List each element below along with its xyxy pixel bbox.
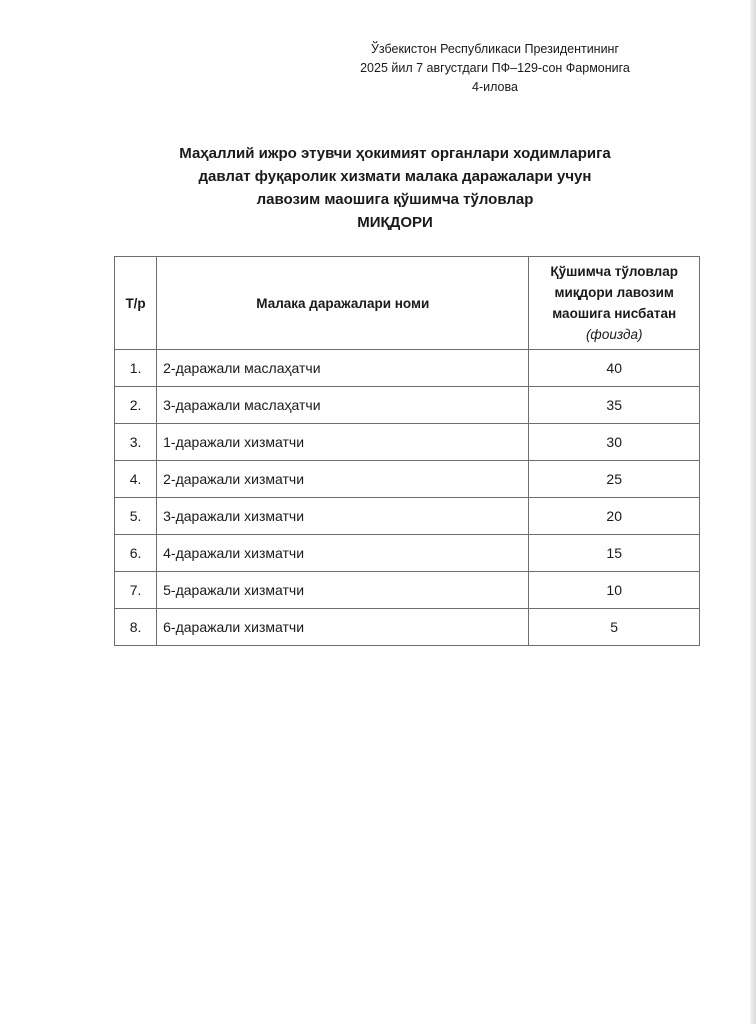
row-grade-name: 3-даражали хизматчи — [157, 498, 529, 535]
title-line-4: МИҚДОРИ — [357, 214, 433, 231]
appendix-note — [330, 40, 660, 97]
payments-table — [114, 256, 700, 646]
table-row — [115, 572, 700, 609]
row-percentage: 40 — [529, 350, 700, 387]
row-grade-name: 5-даражали хизматчи — [157, 572, 529, 609]
title-line-2: давлат фуқаролик хизмати малака даражалари учун — [198, 168, 592, 185]
table-row — [115, 498, 700, 535]
row-number: 8. — [115, 609, 157, 646]
table-row — [115, 387, 700, 424]
header-pct-line-1: Қўшимча тўловлар — [550, 264, 678, 279]
page-edge-shadow — [750, 0, 756, 1024]
row-number: 5. — [115, 498, 157, 535]
table-header-row — [115, 257, 700, 350]
row-number: 1. — [115, 350, 157, 387]
row-grade-name: 6-даражали хизматчи — [157, 609, 529, 646]
table-row — [115, 609, 700, 646]
row-percentage: 5 — [529, 609, 700, 646]
header-number: Т/р — [115, 257, 157, 350]
row-percentage: 30 — [529, 424, 700, 461]
row-percentage: 10 — [529, 572, 700, 609]
table-row — [115, 461, 700, 498]
header-grade-name: Малака даражалари номи — [157, 257, 529, 350]
row-grade-name: 4-даражали хизматчи — [157, 535, 529, 572]
appendix-line-2: 2025 йил 7 августдаги ПФ–129-сон Фармонига — [360, 61, 630, 75]
appendix-line-3: 4-илова — [472, 80, 518, 94]
header-pct-unit: (фоизда) — [585, 327, 643, 342]
table-row — [115, 424, 700, 461]
table-row — [115, 535, 700, 572]
row-number: 4. — [115, 461, 157, 498]
row-number: 3. — [115, 424, 157, 461]
header-pct-line-2: миқдори лавозим — [554, 285, 674, 300]
row-number: 7. — [115, 572, 157, 609]
title-line-3: лавозим маошига қўшимча тўловлар — [256, 191, 534, 208]
row-percentage: 15 — [529, 535, 700, 572]
row-grade-name: 2-даражали маслаҳатчи — [157, 350, 529, 387]
row-grade-name: 3-даражали маслаҳатчи — [157, 387, 529, 424]
header-percentage — [529, 257, 700, 350]
row-percentage: 20 — [529, 498, 700, 535]
table-row — [115, 350, 700, 387]
document-title — [80, 142, 710, 234]
row-number: 2. — [115, 387, 157, 424]
row-grade-name: 1-даражали хизматчи — [157, 424, 529, 461]
row-percentage: 35 — [529, 387, 700, 424]
header-pct-line-3: маошига нисбатан — [552, 306, 677, 321]
appendix-line-1: Ўзбекистон Республикаси Президентининг — [370, 42, 620, 56]
title-line-1: Маҳаллий ижро этувчи ҳокимият органлари ходимларига — [179, 145, 611, 162]
row-percentage: 25 — [529, 461, 700, 498]
row-grade-name: 2-даражали хизматчи — [157, 461, 529, 498]
row-number: 6. — [115, 535, 157, 572]
